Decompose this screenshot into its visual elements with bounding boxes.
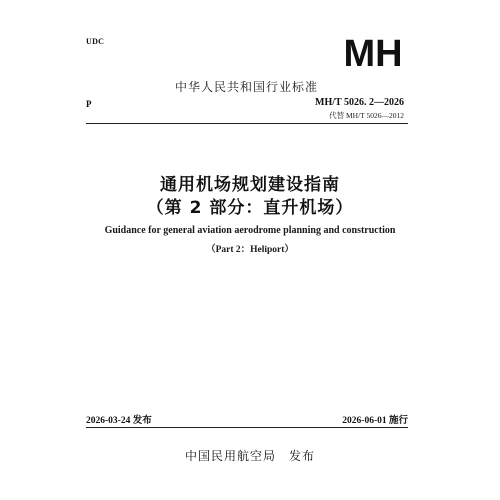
classification-code: P [86,99,92,109]
issuing-authority: 中国民用航空局 发布 [184,449,315,463]
replaces-note: 代替 MH/T 5026—2012 [329,111,404,120]
udc-label: UDC [86,37,105,46]
standard-number: MH/T 5026. 2—2026 [315,97,404,108]
title-chinese-line2: （第 2 部分：直升机场） [146,198,354,218]
bottom-divider [86,427,408,428]
implementation-date: 2026-06-01 施行 [342,416,408,426]
title-english-line2: （Part 2：Heliport） [206,245,294,255]
industry-standard-heading: 中华人民共和国行业标准 [175,80,319,94]
title-chinese-line1: 通用机场规划建设指南 [160,175,340,195]
mh-logo-text: MH [343,33,403,73]
mh-logo [338,33,408,73]
title-english-line1: Guidance for general aviation aerodrome planning and construction [104,225,396,236]
top-divider [86,123,408,124]
issue-date: 2026-03-24 发布 [86,416,152,426]
